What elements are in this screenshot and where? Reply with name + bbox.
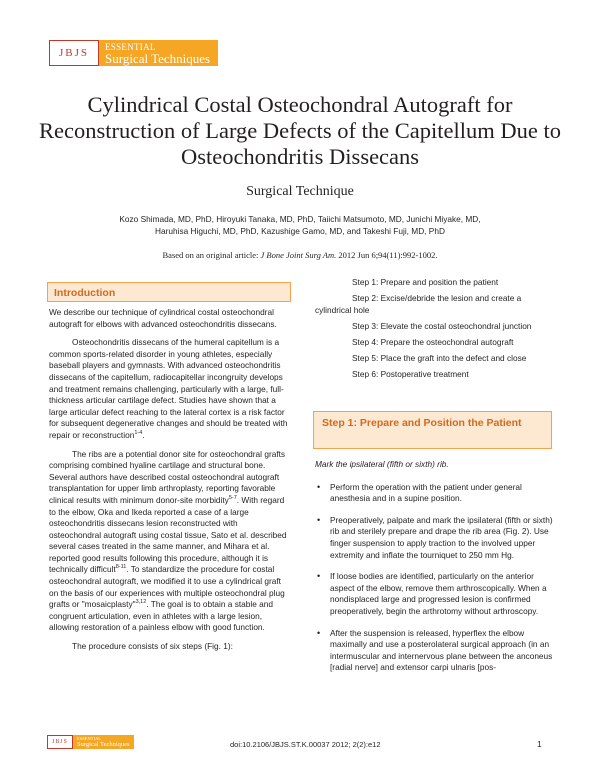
footer-journal-logo (47, 735, 134, 749)
journal-logo-mark: JBJS (49, 40, 99, 66)
intro-p3-b: . With regard to the elbow, Oka and Ikeda reported a case of a large osteochondritis dissecans lesion reconstructed with osteochondral autograft using costal tissue, Sato et al. described several cases treated in the same manner, and Mihara et al. reported good results following this procedure, although it is technically difficult (49, 494, 287, 575)
article-title: Cylindrical Costal Osteochondral Autograft for Reconstruction of Large Defects of the Capitellum Due to Osteochondritis Dissecans (39, 92, 561, 169)
bullet-icon: • (317, 571, 321, 582)
step-list-item: Step 5: Place the graft into the defect and close (352, 352, 527, 363)
journal-logo-text (99, 40, 218, 66)
ref-3-12[interactable]: 3,12 (135, 599, 147, 606)
intro-p2-text: Osteochondritis dissecans of the humeral capitellum is a common sports-related disorder in young athletes, especially baseball players and gymnasts. With advanced osteochondritis dissecans of the capitellum, radiocapitellar incongruity develops and treatment remains challenging, particularly with a large, full-thickness articular cartilage defect. Studies have shown that a large articular defect reaching to the lateral cortex is a risk factor for subsequent degenerative changes and should be treated with repair or reconstruction (49, 337, 288, 440)
procedure-step-list (315, 277, 553, 385)
bullet-icon: • (317, 627, 321, 638)
list-item (315, 571, 553, 617)
step1-body (315, 459, 553, 684)
footer-doi[interactable]: doi:10.2106/JBJS.ST.K.00037 2012; 2(2):e12 (230, 740, 381, 749)
bullet-icon: • (317, 481, 321, 492)
footer-logo-line1: ESSENTIAL (77, 735, 101, 741)
list-item-text: Preoperatively, palpate and mark the ipsilateral (fifth or sixth) rib and sterilely prepare and drape the rib area (Fig. 2). Use finger suspension to apply traction to the involved upper extremity and inflate the tourniquet to 250 mm Hg. (330, 514, 553, 560)
author-line-1: Kozo Shimada, MD, PhD, Hiroyuki Tanaka, MD, PhD, Taiichi Matsumoto, MD, Junichi Miyake, MD, (119, 214, 481, 224)
intro-paragraph-3 (49, 449, 289, 635)
intro-p3-c: . To standardize the procedure for costal osteochondral autograft, we modified it to use a cylindrical graft on the basis of our experiences with multiple osteochondral plug grafts or "mosaicplasty" (49, 564, 285, 610)
intro-p3-a: The ribs are a potential donor site for osteochondral grafts comprising combined hyaline cartilage and structural bone. Several authors have described costal osteochondral autograft transplantation for upper limb arthroplasty, reporting favorable clinical results with minimum donor-site morbidity (49, 448, 286, 505)
intro-p3-d: . The goal is to obtain a stable and congruent articulation, even in athletes with a large lesion, allowing restoration of a painless elbow with good function. (49, 599, 274, 633)
citation-prefix: Based on an original article: (162, 250, 261, 260)
step1-heading: Step 1: Prepare and Position the Patient (313, 411, 552, 449)
intro-paragraph-1: We describe our technique of cylindrical costal osteochondral autograft for elbows with advanced osteochondritis dissecans. (49, 307, 277, 329)
step1-lead: Mark the ipsilateral (fifth or sixth) rib. (315, 459, 449, 469)
introduction-heading: Introduction (47, 282, 291, 302)
step1-bullet-list (315, 482, 553, 674)
footer-logo-line2: Surgical Techniques (77, 741, 130, 748)
step-list-item: Step 2: Excise/debride the lesion and create a cylindrical hole (315, 293, 522, 315)
step-list-item: Step 6: Postoperative treatment (352, 369, 469, 380)
citation-suffix: 2012 Jun 6;94(11):992-1002. (336, 250, 438, 260)
step-list-item: Step 4: Prepare the osteochondral autograft (352, 336, 514, 347)
article-subtitle: Surgical Technique (246, 184, 354, 199)
introduction-body (49, 307, 289, 660)
citation-journal: J Bone Joint Surg Am. (260, 250, 337, 260)
step-list-item: Step 3: Elevate the costal osteochondral junction (352, 320, 532, 331)
list-item-text: Perform the operation with the patient under general anesthesia and in a supine position. (330, 481, 522, 504)
ref-5-7[interactable]: 5-7 (228, 495, 237, 502)
list-item (315, 515, 553, 561)
journal-logo-line2: Surgical Techniques (105, 51, 211, 66)
list-item (315, 482, 553, 505)
list-item (315, 628, 553, 674)
intro-paragraph-4: The procedure consists of six steps (Fig. 1): (72, 641, 233, 652)
footer-logo-text (73, 735, 134, 749)
step-list-item: Step 1: Prepare and position the patient (352, 277, 499, 287)
journal-logo-line1: ESSENTIAL (105, 42, 156, 52)
author-list (30, 213, 570, 237)
list-item-text: After the suspension is released, hyperflex the elbow maximally and use a posterolateral surgical approach (in an intermuscular and internervous plane between the anconeus [radial nerve] and extensor carpi ulnaris [pos- (330, 627, 553, 673)
author-line-2: Haruhisa Higuchi, MD, PhD, Kazushige Gamo, MD, and Takeshi Fuji, MD, PhD (155, 226, 445, 236)
page-number: 1 (537, 739, 542, 749)
intro-paragraph-2: Osteochondritis dissecans of the humeral capitellum is a common sports-related disorder in young athletes, especially baseball players and gymnasts. With advanced osteochondritis dissecans of the capitellum, radiocapitellar incongruity develops and treatment remains challenging, particularly with a large, full-thickness articular cartilage defect. Studies have shown that a large articular defect reaching to the lateral cortex is a risk factor for subsequent degenerative changes and should be treated with repair or reconstruction$^{1-4}$. (49, 337, 288, 440)
ref-1-4[interactable]: 1-4 (134, 430, 143, 437)
list-item-text: If loose bodies are identified, particularly on the anterior aspect of the elbow, remove them arthroscopically. When a nondisplaced large and progressed lesion is confirmed preoperatively, begin the arthrotomy without arthroscopy. (330, 571, 547, 616)
bullet-icon: • (317, 514, 321, 525)
ref-8-11[interactable]: 8-11 (115, 564, 127, 571)
original-article-citation (0, 250, 600, 260)
footer-logo-mark: JBJS (47, 735, 73, 749)
journal-logo (49, 40, 218, 66)
